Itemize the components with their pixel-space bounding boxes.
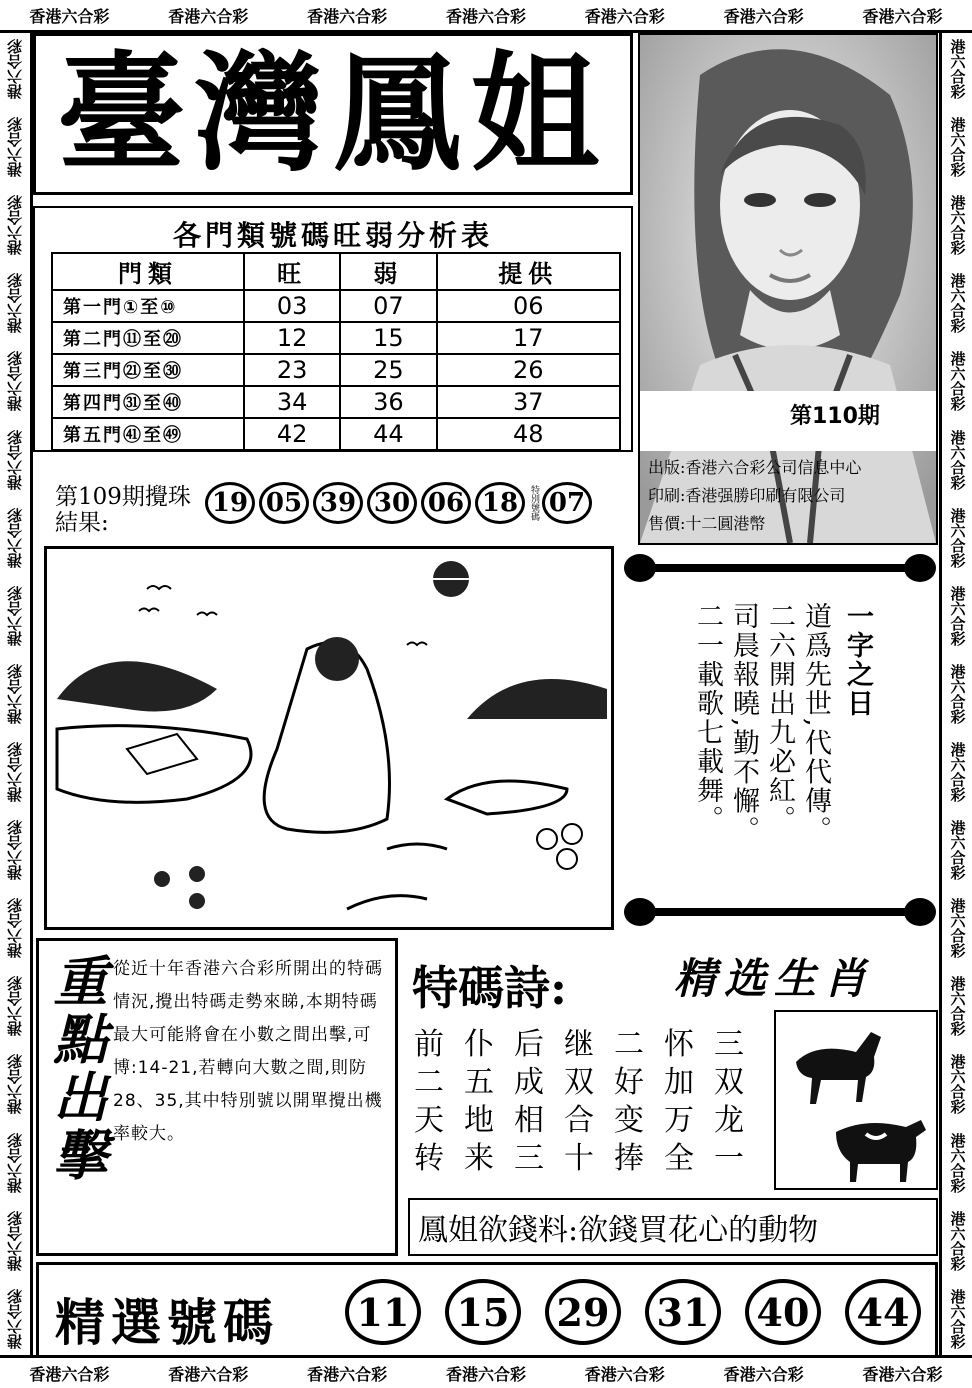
special-number-tag: 特別號碼 [529, 485, 539, 521]
border-text: 港六合彩 [5, 820, 24, 881]
border-text: 港六合彩 [5, 117, 24, 178]
door-cell: 第三門㉑至㉚ [52, 354, 244, 386]
border-text: 港六合彩 [5, 507, 24, 568]
border-text: 香港六合彩 [168, 1364, 249, 1384]
border-text: 港六合彩 [948, 663, 967, 724]
special-poem-lines [414, 1026, 764, 1178]
result-ball: 39 [313, 482, 363, 524]
analysis-title: 各門類號碼旺弱分析表 [172, 219, 493, 252]
table-header-row [52, 253, 620, 290]
column-header: 弱 [340, 253, 436, 290]
offer-cell: 26 [437, 354, 620, 386]
result-ball: 05 [259, 482, 309, 524]
table-row [52, 386, 620, 418]
strong-cell: 03 [244, 290, 340, 322]
border-text: 港六合彩 [5, 1288, 24, 1349]
border-text: 港六合彩 [948, 351, 967, 412]
vertical-poem-line: 二一載歌七載舞。 [692, 602, 723, 834]
scholar-illustration [47, 549, 611, 927]
riddle-box [408, 1198, 938, 1256]
border-text: 香港六合彩 [307, 6, 388, 26]
strong-cell: 42 [244, 418, 340, 450]
strong-cell: 34 [244, 386, 340, 418]
poem-line: 天地相合变万龙 [414, 1103, 764, 1138]
draw-result-label: 第109期攪珠結果: [55, 484, 191, 536]
border-text: 港六合彩 [948, 39, 967, 100]
door-cell: 第五門㊶至㊾ [52, 418, 244, 450]
table-row [52, 322, 620, 354]
border-text: 港六合彩 [5, 429, 24, 490]
masthead [33, 33, 633, 195]
selected-numbers-label: 精選號碼 [55, 1293, 279, 1352]
special-poem-title: 特碼詩: [412, 961, 567, 1015]
border-text: 港六合彩 [948, 585, 967, 646]
border-text: 港六合彩 [5, 663, 24, 724]
result-ball: 18 [475, 482, 525, 524]
price-line: 售價:十二圓港幣 [648, 514, 766, 533]
pick-ball: 11 [345, 1279, 421, 1345]
weak-cell: 07 [340, 290, 436, 322]
focus-panel [36, 938, 398, 1256]
left-border [0, 30, 33, 1358]
masthead-title: 臺灣鳳姐 [56, 39, 609, 189]
horse-icon [796, 1032, 881, 1104]
offer-cell: 17 [437, 322, 620, 354]
weak-cell: 15 [340, 322, 436, 354]
selected-numbers-panel [36, 1262, 938, 1358]
result-ball: 19 [205, 482, 255, 524]
border-text: 香港六合彩 [445, 1364, 526, 1384]
door-cell: 第一門①至⑩ [52, 290, 244, 322]
border-text: 港六合彩 [5, 39, 24, 100]
cover-photo [638, 33, 938, 545]
border-text: 港六合彩 [5, 273, 24, 334]
border-text: 香港六合彩 [862, 1364, 943, 1384]
border-text: 港六合彩 [5, 742, 24, 803]
vertical-poem-line: 道爲先世,代代傳。 [800, 602, 831, 845]
border-text: 香港六合彩 [168, 6, 249, 26]
column-header: 提供 [437, 253, 620, 290]
column-header: 門類 [52, 253, 244, 290]
border-text: 港六合彩 [948, 898, 967, 959]
offer-cell: 48 [437, 418, 620, 450]
border-text: 港六合彩 [5, 898, 24, 959]
border-text: 港六合彩 [5, 976, 24, 1037]
table-row [52, 354, 620, 386]
selected-number-balls [345, 1279, 921, 1345]
door-cell: 第四門㉛至㊵ [52, 386, 244, 418]
border-text: 港六合彩 [948, 195, 967, 256]
border-text: 港六合彩 [5, 1210, 24, 1271]
border-text: 港六合彩 [948, 273, 967, 334]
strong-cell: 12 [244, 322, 340, 354]
border-text: 港六合彩 [5, 195, 24, 256]
border-text: 港六合彩 [948, 820, 967, 881]
border-text: 港六合彩 [948, 1210, 967, 1271]
result-ball: 30 [367, 482, 417, 524]
border-text: 港六合彩 [5, 585, 24, 646]
border-text: 香港六合彩 [723, 1364, 804, 1384]
riddle-text: 鳳姐欲錢料:欲錢買花心的動物 [418, 1213, 819, 1248]
border-text: 香港六合彩 [723, 6, 804, 26]
focus-text: 從近十年香港六合彩所開出的特碼情況,攪出特碼走勢來睇,本期特碼最大可能將會在小數之間出擊,可博:14-21,若轉向大數之間,則防28、35,其中特別號以開單攪出機率較大。 [113, 959, 383, 1144]
bottom-border [0, 1355, 972, 1388]
weak-cell: 44 [340, 418, 436, 450]
illustration-panel [44, 546, 614, 930]
border-text: 港六合彩 [948, 1288, 967, 1349]
poem-line: 前仆后继二怀三 [414, 1027, 764, 1062]
border-text: 香港六合彩 [445, 6, 526, 26]
border-text: 港六合彩 [5, 1054, 24, 1115]
weak-cell: 25 [340, 354, 436, 386]
draw-result-balls [205, 482, 592, 524]
pick-ball: 40 [745, 1279, 821, 1345]
issue-number: 第110期 [790, 404, 880, 429]
pick-ball: 29 [545, 1279, 621, 1345]
special-ball: 07 [542, 482, 592, 524]
focus-title: 重點出擊 [45, 953, 109, 1185]
top-border [0, 0, 972, 33]
analysis-panel [33, 206, 633, 452]
vertical-poem-panel [622, 550, 938, 930]
border-text: 港六合彩 [948, 429, 967, 490]
ox-icon [836, 1120, 926, 1182]
vertical-poem-line: 司晨報曉,勤不懈。 [728, 602, 759, 845]
column-header: 旺 [244, 253, 340, 290]
zodiac-subtitle: 精选生肖 [674, 954, 875, 1003]
offer-cell: 06 [437, 290, 620, 322]
door-cell: 第二門⑪至⑳ [52, 322, 244, 354]
pick-ball: 15 [445, 1279, 521, 1345]
border-text: 香港六合彩 [307, 1364, 388, 1384]
border-text: 港六合彩 [948, 117, 967, 178]
border-text: 香港六合彩 [29, 1364, 110, 1384]
offer-cell: 37 [437, 386, 620, 418]
border-text: 香港六合彩 [584, 6, 665, 26]
border-text: 港六合彩 [948, 507, 967, 568]
right-border [939, 30, 972, 1358]
printer-line: 印刷:香港强勝印刷有限公司 [648, 486, 846, 505]
analysis-table [51, 252, 621, 451]
border-text: 港六合彩 [5, 351, 24, 412]
pick-ball: 44 [845, 1279, 921, 1345]
vertical-poem-title: 一字之日 [842, 602, 873, 718]
strong-cell: 23 [244, 354, 340, 386]
pick-ball: 31 [645, 1279, 721, 1345]
border-text: 香港六合彩 [862, 6, 943, 26]
border-text: 港六合彩 [948, 742, 967, 803]
poem-line: 二五成双好加双 [414, 1065, 764, 1100]
table-row [52, 418, 620, 450]
border-text: 香港六合彩 [584, 1364, 665, 1384]
result-ball: 06 [421, 482, 471, 524]
horse-and-ox-image [776, 1012, 936, 1188]
publisher-line: 出版:香港六合彩公司信息中心 [648, 458, 862, 477]
zodiac-animals [774, 1010, 938, 1190]
border-text: 港六合彩 [948, 1054, 967, 1115]
poem-line: 转来三十捧全一 [414, 1141, 764, 1176]
border-text: 香港六合彩 [29, 6, 110, 26]
border-text: 港六合彩 [948, 1132, 967, 1193]
table-row [52, 290, 620, 322]
border-text: 港六合彩 [948, 976, 967, 1037]
border-text: 港六合彩 [5, 1132, 24, 1193]
vertical-poem-line: 二六開出九必紅。 [764, 602, 795, 834]
weak-cell: 36 [340, 386, 436, 418]
